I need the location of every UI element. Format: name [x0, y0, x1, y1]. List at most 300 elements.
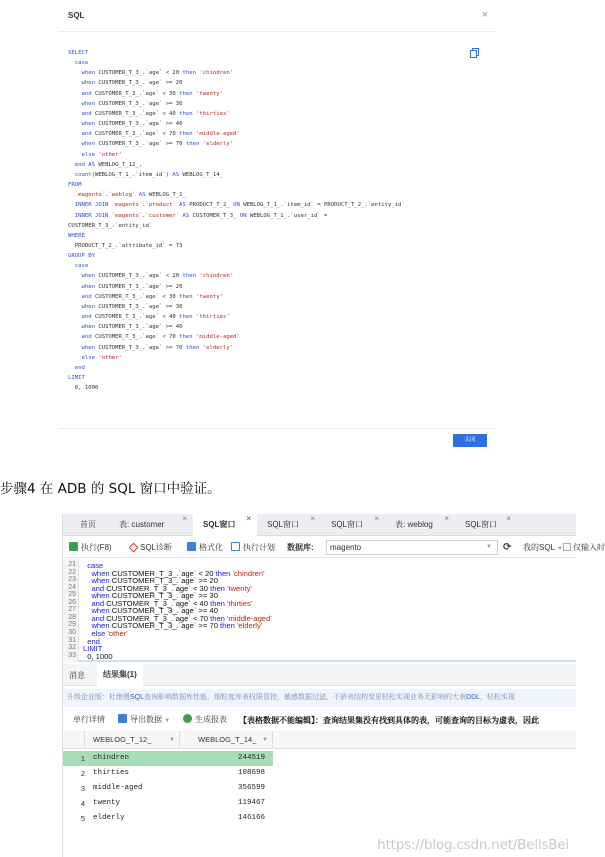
close-icon[interactable]: ×	[374, 514, 379, 523]
sql-token: and	[81, 131, 92, 138]
sql-token: CUSTOMER_T_3_	[189, 212, 240, 219]
sql-token: GROUP BY	[68, 253, 95, 260]
line-number: 33	[68, 651, 76, 659]
sql-token: ON	[233, 202, 240, 209]
sql-line	[68, 190, 483, 200]
tab[interactable]	[321, 514, 385, 536]
tab-bar	[63, 514, 576, 536]
code-token: CUSTOMER_T_3_.`age` < 30	[104, 583, 211, 593]
sql-line	[68, 180, 483, 190]
sql-token	[68, 192, 75, 198]
code-token: 'middle-aged'	[224, 613, 272, 623]
sql-token: INNER JOIN	[74, 212, 109, 219]
sql-token: CUSTOMER_T_3_.`age` < 70	[91, 334, 180, 341]
cell-age-group[interactable]: elderly	[93, 814, 125, 822]
sql-line	[68, 48, 483, 58]
report-icon	[183, 714, 192, 723]
sql-token	[68, 263, 75, 269]
database-value: magento	[330, 543, 362, 552]
sql-token: 'chindren'	[196, 70, 234, 77]
sql-token	[68, 213, 75, 219]
line-number: 29	[68, 621, 76, 629]
run-label: 执行(F8)	[81, 543, 112, 552]
toolbar	[63, 537, 605, 558]
sql-line	[68, 302, 483, 312]
sql-token: 0, 1000	[68, 385, 99, 392]
result-toolbar	[63, 710, 576, 730]
code-token: and	[83, 613, 105, 623]
table-row[interactable]	[63, 796, 273, 811]
sql-token: count	[74, 171, 92, 178]
sql-token	[68, 131, 81, 137]
sql-token: `weblog`	[108, 192, 136, 199]
sql-token: and	[81, 334, 92, 341]
sql-token: CUSTOMER_T_3_.`age` < 20	[94, 70, 183, 77]
sql-token: CUSTOMER_T_3_.`age` >= 20	[94, 283, 183, 290]
sql-token	[68, 202, 75, 208]
sql-token: 'elderly'	[199, 141, 234, 148]
sql-token: CUSTOMER_T_3_.`age` >= 70	[94, 141, 186, 148]
line-number: 28	[68, 613, 76, 621]
close-icon[interactable]: ×	[182, 514, 187, 523]
horizontal-scrollbar[interactable]	[79, 660, 576, 662]
sql-token: end AS	[74, 161, 95, 168]
sql-token	[68, 121, 81, 127]
sql-token	[68, 294, 81, 300]
database-select[interactable]	[326, 540, 498, 555]
line-number: 27	[68, 606, 76, 614]
code-token: and	[83, 583, 105, 593]
sql-token	[68, 111, 81, 117]
sql-token	[68, 60, 75, 66]
line-number: 32	[68, 644, 76, 652]
upgrade-highlight: DDL	[466, 694, 481, 701]
sql-token: CUSTOMER_T_3_.`age` >= 30	[94, 100, 183, 107]
sql-line	[68, 99, 483, 109]
sql-token: WEBLOG_T_1_.`user_id` =	[246, 212, 328, 219]
column-header-label: WEBLOG_T_12_	[93, 735, 152, 744]
code-token: when	[83, 621, 110, 631]
plan-label: 执行计划	[243, 543, 275, 552]
sql-token	[68, 70, 81, 76]
sql-token: CUSTOMER_T_3_.`age` >= 40	[94, 324, 183, 331]
sql-line	[68, 373, 483, 383]
code-token: CUSTOMER_T_3_.`age` >= 40	[109, 606, 218, 616]
watermark: https://blog.csdn.net/BellsBei	[377, 837, 569, 853]
run-button[interactable]	[69, 542, 112, 554]
sql-line	[68, 109, 483, 119]
tab-label: 表: weblog	[395, 520, 433, 529]
code-token: CUSTOMER_T_3_.`age` < 20	[109, 568, 216, 578]
sql-token: FROM	[68, 182, 82, 189]
sql-token	[68, 273, 81, 279]
table-row[interactable]	[63, 811, 273, 826]
column-header-label: WEBLOG_T_14_	[198, 735, 257, 744]
divider	[58, 31, 496, 32]
sql-token: .	[105, 192, 109, 199]
sql-editor[interactable]	[63, 559, 576, 662]
tab[interactable]	[109, 514, 193, 536]
row-number[interactable]: 2	[80, 769, 85, 778]
sql-token: when	[81, 283, 95, 290]
code-token: 'elderly'	[234, 621, 263, 631]
code-token: end	[83, 636, 100, 646]
code-token: 0, 1000	[83, 651, 113, 661]
my-sql-dropdown[interactable]	[523, 542, 563, 554]
code-token: then	[215, 568, 231, 578]
code-token: 'chindren'	[230, 568, 265, 578]
sql-token: WEBLOG_T_12_,	[94, 161, 143, 168]
sql-token: and	[81, 90, 92, 97]
sql-token	[68, 355, 81, 361]
sql-token: then	[179, 90, 193, 97]
diagnose-label: SQL诊断	[140, 543, 173, 552]
sql-token: then	[179, 293, 193, 300]
sql-token: else	[81, 354, 95, 361]
sql-token	[68, 80, 81, 86]
sql-token: end	[74, 364, 85, 371]
sql-line	[68, 251, 483, 261]
sql-token: CUSTOMER_T_3_.`age` < 30	[91, 90, 180, 97]
tab-label: SQL窗口	[331, 520, 364, 529]
tab-label: SQL窗口	[267, 520, 300, 529]
sql-token: when	[81, 100, 95, 107]
sql-token: 'middle-aged'	[192, 131, 240, 138]
grid-header	[63, 731, 576, 749]
sql-token: and	[81, 110, 92, 117]
upgrade-text: ，轻松实现	[480, 694, 516, 701]
sql-token: 'other'	[94, 151, 122, 158]
sql-token: AS	[175, 202, 186, 209]
code-token: else	[83, 628, 106, 638]
row-detail-button[interactable]: 单行详情	[73, 715, 105, 724]
close-icon[interactable]: ×	[444, 514, 449, 523]
row-number[interactable]: 3	[80, 784, 85, 793]
sql-line	[68, 282, 483, 292]
sql-line	[68, 221, 483, 231]
database-label: 数据库:	[287, 543, 314, 552]
sql-token	[68, 91, 81, 97]
tab-label: 首页	[80, 520, 96, 529]
sql-token	[68, 172, 75, 178]
sql-token: `magento`	[74, 192, 106, 199]
tab[interactable]	[385, 514, 455, 536]
sql-line	[68, 89, 483, 99]
sql-token: 'thirties'	[192, 110, 230, 117]
sql-token: 'other'	[94, 354, 122, 361]
sql-token: 'elderly'	[199, 344, 234, 351]
format-label: 格式化	[199, 543, 223, 552]
sql-token: WEBLOG_T_1_.`item_id` = PRODUCT_T_2_.`entity_id`	[239, 202, 405, 209]
sql-token: CUSTOMER_T_3_.`age` >= 40	[94, 121, 183, 128]
sql-token	[68, 101, 81, 107]
upgrade-text: 升级企业版：杜绝慢	[67, 694, 130, 701]
results-tab-bar	[63, 664, 576, 686]
tab-label: SQL窗口	[465, 520, 498, 529]
sql-line	[68, 343, 483, 353]
sql-token: when	[81, 303, 95, 310]
sql-line	[68, 129, 483, 139]
generate-report-button[interactable]	[183, 714, 227, 726]
sql-token: `customer`	[145, 212, 180, 219]
diagnose-icon	[129, 543, 139, 553]
sql-line	[68, 58, 483, 68]
adb-window	[62, 514, 605, 857]
line-number: 30	[68, 628, 76, 636]
close-icon[interactable]: ×	[246, 514, 251, 523]
export-data-button[interactable]	[118, 714, 170, 726]
upgrade-highlight: SQL	[130, 694, 145, 701]
tab-label: SQL窗口	[203, 520, 236, 529]
line-number: 31	[68, 636, 76, 644]
sql-token: case	[74, 263, 89, 270]
code-token: and	[83, 598, 105, 608]
sql-line	[68, 119, 483, 129]
cell-count[interactable]: 244519	[237, 754, 265, 762]
line-number: 23	[68, 576, 76, 584]
sql-token: then	[179, 334, 193, 341]
sql-token: CUSTOMER_T_3_.`age` >= 30	[94, 303, 183, 310]
column-header[interactable]	[85, 731, 180, 749]
plan-icon	[231, 542, 240, 551]
sql-token: then	[185, 344, 200, 351]
sql-token: (WEBLOG_T_1_.`item_id`)	[91, 171, 173, 178]
code-token: when	[83, 606, 110, 616]
sql-token: then	[179, 314, 193, 321]
line-number: 24	[68, 583, 76, 591]
upgrade-text: 查询影响数据库性能，细粒度库表权限管控，敏感数据过滤，不骄表结构变更轻松实现业务无影响的大表	[144, 694, 467, 701]
dialog-title: SQL	[68, 11, 85, 20]
table-row[interactable]	[63, 766, 273, 781]
code-token: then	[210, 583, 225, 593]
sql-token: CUSTOMER_T_3_.`age` < 40	[91, 110, 180, 117]
cell-count[interactable]: 356599	[237, 784, 265, 792]
code-line	[83, 652, 113, 661]
code-token: then	[210, 598, 225, 608]
cell-count[interactable]: 146166	[237, 814, 265, 822]
sql-token: CUSTOMER_T_3_.`age` >= 20	[94, 80, 183, 87]
sql-token: when	[81, 70, 95, 77]
sql-token: 'twenty'	[192, 90, 223, 97]
sql-line	[68, 160, 483, 170]
format-button[interactable]	[187, 542, 223, 554]
sql-token: then	[185, 141, 200, 148]
sql-token	[68, 334, 81, 340]
tab-result-set[interactable]: 结果集(1)	[97, 664, 143, 686]
sql-line	[68, 211, 483, 221]
row-number[interactable]: 1	[80, 754, 85, 763]
sql-token: `magento`	[108, 202, 143, 209]
sql-token: when	[81, 273, 95, 280]
divider	[58, 428, 496, 429]
only-input-label: 仅输入时	[573, 543, 605, 552]
sql-line	[68, 139, 483, 149]
sql-token: CUSTOMER_T_3_.`age` < 70	[91, 131, 180, 138]
sql-line	[68, 150, 483, 160]
sql-diagnose-button[interactable]	[130, 542, 172, 554]
cell-age-group[interactable]: middle-aged	[93, 784, 143, 792]
tab[interactable]	[193, 514, 257, 536]
sql-token: CUSTOMER_T_3_.`entity_id`	[68, 222, 153, 229]
table-readonly-notice: 【表格数据不能编辑】：查询结果集没有找到具体的表，可能查询的目标为虚表，因此	[239, 716, 539, 725]
close-icon[interactable]: ×	[310, 514, 315, 523]
sql-token: CUSTOMER_T_3_.`age` < 40	[91, 314, 180, 321]
table-row[interactable]	[63, 751, 273, 766]
chevron-down-icon: ▼	[164, 718, 171, 724]
sql-line	[68, 78, 483, 88]
sql-line	[68, 68, 483, 78]
sql-line	[68, 261, 483, 271]
sql-token	[68, 345, 81, 351]
sql-line	[68, 231, 483, 241]
sql-token	[68, 284, 81, 290]
code-token: CUSTOMER_T_3_.`age` >= 30	[109, 591, 218, 601]
row-number[interactable]: 5	[80, 814, 85, 823]
sql-token: then	[182, 273, 197, 280]
tab[interactable]	[63, 514, 109, 536]
sql-token: 'thirties'	[192, 314, 230, 321]
sql-token	[68, 365, 75, 371]
code-token: CUSTOMER_T_3_.`age` < 70	[104, 613, 211, 623]
line-number: 25	[68, 591, 76, 599]
sql-token	[68, 314, 81, 320]
sql-token	[68, 304, 81, 310]
code-token: when	[83, 591, 110, 601]
close-icon[interactable]: ×	[506, 514, 511, 523]
checkbox-icon	[563, 543, 571, 551]
chevron-down-icon: ▼	[486, 544, 492, 550]
tab-label: 表: customer	[119, 520, 165, 529]
sql-line	[68, 170, 483, 180]
row-number[interactable]: 4	[80, 799, 85, 808]
sql-line	[68, 353, 483, 363]
sql-line	[68, 200, 483, 210]
code-token: then	[220, 621, 235, 631]
line-number: 26	[68, 598, 76, 606]
sql-line	[68, 271, 483, 281]
code-token: 'twenty'	[224, 583, 252, 593]
table-row[interactable]	[63, 781, 273, 796]
cell-age-group[interactable]: thirties	[93, 769, 130, 777]
sql-token: `product`	[145, 202, 176, 209]
sql-token	[68, 141, 81, 147]
sql-token	[68, 152, 81, 158]
sql-line	[68, 363, 483, 373]
chevron-down-icon[interactable]: ▼	[262, 737, 268, 743]
sql-token: else	[81, 151, 95, 158]
sql-token: PRODUCT_T_2_	[185, 202, 234, 209]
sql-token: ON	[239, 212, 247, 219]
line-gutter	[63, 559, 79, 662]
close-icon[interactable]: ×	[481, 9, 488, 21]
execution-plan-button[interactable]	[231, 542, 275, 554]
sql-token: CUSTOMER_T_3_.`age` >= 70	[94, 344, 186, 351]
sql-token: when	[81, 324, 95, 331]
sql-token: WEBLOG_T_1_	[145, 192, 186, 199]
sql-line	[68, 383, 483, 393]
run-icon	[69, 542, 78, 551]
sql-token: CUSTOMER_T_3_.`age` < 30	[91, 293, 180, 300]
column-header[interactable]	[180, 731, 273, 749]
upgrade-notice[interactable]	[63, 689, 576, 707]
sql-line	[68, 312, 483, 322]
tab[interactable]	[455, 514, 517, 536]
sql-token: and	[81, 293, 92, 300]
sql-token: then	[179, 110, 193, 117]
close-button[interactable]: 关闭	[453, 434, 487, 447]
sql-code-block	[68, 48, 483, 393]
sql-token: WHERE	[68, 232, 85, 239]
refresh-icon[interactable]: ⟳	[503, 542, 512, 553]
sql-token: case	[74, 60, 89, 67]
sql-line	[68, 241, 483, 251]
sql-token: when	[81, 344, 95, 351]
format-icon	[187, 542, 196, 551]
code-token: 'thirties'	[224, 598, 253, 608]
sql-token: and	[81, 314, 92, 321]
only-input-checkbox[interactable]	[563, 542, 605, 554]
sql-token: INNER JOIN	[74, 202, 109, 209]
code-token: CUSTOMER_T_3_.`age` < 40	[104, 598, 211, 608]
export-label: 导出数据	[130, 715, 162, 724]
tab[interactable]	[257, 514, 321, 536]
code-token: then	[210, 613, 225, 623]
row-number-header	[63, 731, 85, 749]
export-icon	[118, 714, 127, 723]
code-token: CUSTOMER_T_3_.`age` >= 20	[109, 576, 218, 586]
sql-token	[68, 324, 81, 330]
sql-line	[68, 322, 483, 332]
sql-token: when	[81, 141, 95, 148]
step-caption: 步骤4 在 ADB 的 SQL 窗口中验证。	[0, 481, 221, 497]
sql-line	[68, 332, 483, 342]
sql-token: SELECT	[68, 50, 89, 56]
sql-token: 'chindren'	[196, 273, 234, 280]
sql-token: then	[182, 70, 197, 77]
sql-token: WEBLOG_T_14_	[179, 171, 223, 178]
sql-line	[68, 292, 483, 302]
code-token: case	[83, 561, 104, 570]
cell-count[interactable]: 119467	[237, 799, 265, 807]
chevron-down-icon[interactable]: ▼	[169, 737, 175, 743]
sql-token: .	[142, 202, 146, 209]
sql-token	[68, 162, 75, 168]
line-number: 22	[68, 568, 76, 576]
sql-token: AS	[179, 212, 190, 219]
sql-token: PRODUCT_T_2_.`attribute_id` = 73	[68, 242, 183, 249]
tab-messages[interactable]: 消息	[69, 671, 85, 680]
sql-dialog	[58, 0, 496, 460]
sql-token: when	[81, 121, 95, 128]
sql-token: AS	[135, 192, 146, 199]
code-token: when	[83, 568, 110, 578]
chevron-down-icon: ▼	[556, 546, 563, 552]
code-token: when	[83, 576, 110, 586]
line-number: 21	[68, 561, 76, 568]
sql-token: LIMIT	[68, 375, 85, 381]
cell-age-group[interactable]: twenty	[93, 799, 121, 807]
sql-token: when	[81, 80, 95, 87]
cell-age-group[interactable]: chindren	[93, 754, 130, 762]
sql-token: 'middle-aged'	[192, 334, 240, 341]
sql-token: .	[142, 212, 146, 219]
cell-count[interactable]: 108698	[237, 769, 265, 777]
sql-token: then	[179, 131, 193, 138]
my-sql-label: 我的SQL	[523, 543, 555, 552]
sql-token: 'twenty'	[192, 293, 223, 300]
code-token: LIMIT	[83, 644, 103, 654]
sql-token: AS	[172, 171, 180, 178]
